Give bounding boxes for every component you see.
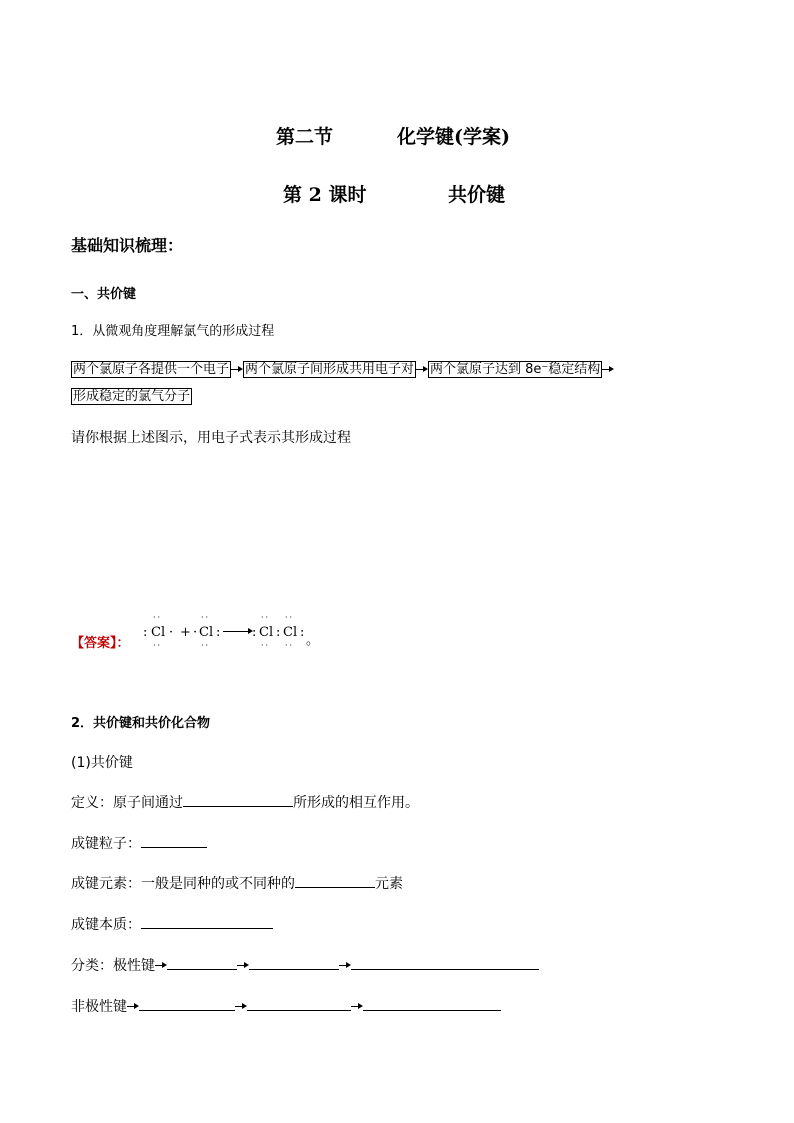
flow-step-4: 形成稳定的氯气分子 bbox=[73, 389, 191, 404]
definition-line bbox=[71, 792, 419, 812]
elements-line bbox=[71, 873, 403, 893]
elements-prefix: 成键元素：一般是同种的或不同种的 bbox=[71, 876, 295, 892]
definition-prefix: 定义：原子间通过 bbox=[71, 795, 183, 811]
reaction-arrow bbox=[223, 631, 251, 632]
arrow-right-icon bbox=[235, 1002, 247, 1012]
plus-sign: + bbox=[180, 625, 191, 640]
answer-label: 【答案】： bbox=[71, 636, 130, 651]
elements-suffix: 元素 bbox=[375, 876, 403, 892]
polar-blank-2[interactable] bbox=[249, 955, 339, 970]
elements-blank[interactable] bbox=[295, 873, 375, 888]
electron-single: · bbox=[169, 625, 174, 640]
electron-dots: ·· bbox=[261, 613, 271, 622]
item2-label: 2．共价键和共价化合物 bbox=[71, 716, 211, 731]
part1-heading: 一、共价键 bbox=[71, 287, 137, 302]
arrow-right-icon bbox=[237, 961, 249, 971]
electron-dots: ·· bbox=[153, 613, 163, 622]
particles-label: 成键粒子： bbox=[71, 836, 141, 852]
particles-blank[interactable] bbox=[141, 833, 207, 848]
electron-dots: ·· bbox=[201, 613, 211, 622]
period: 。 bbox=[306, 633, 320, 648]
flow-row-2 bbox=[71, 388, 192, 405]
nonpolar-blank-2[interactable] bbox=[247, 996, 351, 1011]
definition-suffix: 所形成的相互作用。 bbox=[293, 795, 419, 811]
electron-dots: ·· bbox=[285, 641, 295, 650]
polar-class-line bbox=[71, 955, 539, 975]
essence-blank[interactable] bbox=[141, 914, 273, 929]
cl-atom: Cl bbox=[151, 625, 166, 640]
shared-pair: : bbox=[276, 625, 281, 640]
cl-atom: Cl bbox=[283, 625, 298, 640]
electron-pair-right: : bbox=[300, 625, 305, 640]
electron-dots: ·· bbox=[261, 641, 271, 650]
arrow-right-icon bbox=[351, 1002, 363, 1012]
flow-row-1 bbox=[71, 361, 614, 378]
nonpolar-blank-3[interactable] bbox=[363, 996, 501, 1011]
title-lesson: 第 2 课时 bbox=[283, 184, 367, 206]
polar-blank-1[interactable] bbox=[167, 955, 237, 970]
electron-single: · bbox=[193, 625, 198, 640]
arrow-right-icon bbox=[602, 365, 614, 375]
item2-sub1: (1)共价键 bbox=[71, 755, 133, 771]
arrow-right-icon bbox=[127, 1002, 139, 1012]
flow-step-3: 两个氯原子达到 8e⁻稳定结构 bbox=[430, 362, 601, 377]
electron-dots: ·· bbox=[201, 641, 211, 650]
essence-line bbox=[71, 914, 273, 934]
particles-line bbox=[71, 833, 207, 853]
definition-blank[interactable] bbox=[183, 792, 293, 807]
arrow-right-icon bbox=[155, 961, 167, 971]
nonpolar-blank-1[interactable] bbox=[139, 996, 235, 1011]
essence-label: 成键本质： bbox=[71, 917, 141, 933]
arrow-right-icon bbox=[231, 365, 243, 375]
title-section: 第二节 bbox=[276, 126, 334, 148]
electron-dots: ·· bbox=[285, 613, 295, 622]
cl-atom: Cl bbox=[199, 625, 214, 640]
item1-prompt: 请你根据上述图示，用电子式表示其形成过程 bbox=[71, 430, 351, 446]
flow-step-1: 两个氯原子各提供一个电子 bbox=[73, 362, 230, 377]
arrow-right-icon bbox=[416, 365, 428, 375]
polar-blank-3[interactable] bbox=[351, 955, 539, 970]
nonpolar-class-line bbox=[71, 996, 501, 1016]
arrow-right-icon bbox=[339, 961, 351, 971]
section-heading: 基础知识梳理： bbox=[71, 236, 184, 255]
polar-label: 分类：极性键 bbox=[71, 958, 155, 974]
item1-label: 1．从微观角度理解氯气的形成过程 bbox=[71, 324, 275, 339]
electron-pair-left: : bbox=[252, 625, 257, 640]
electron-dots: ·· bbox=[153, 641, 163, 650]
title-subtopic: 共价键 bbox=[448, 184, 506, 206]
flow-step-2: 两个氯原子间形成共用电子对 bbox=[245, 362, 415, 377]
electron-dot-formula bbox=[143, 613, 323, 653]
title-topic: 化学键(学案) bbox=[397, 126, 510, 148]
electron-pair-right: : bbox=[216, 625, 221, 640]
nonpolar-label: 非极性键 bbox=[71, 999, 127, 1015]
cl-atom: Cl bbox=[259, 625, 274, 640]
electron-pair-left: : bbox=[143, 625, 148, 640]
